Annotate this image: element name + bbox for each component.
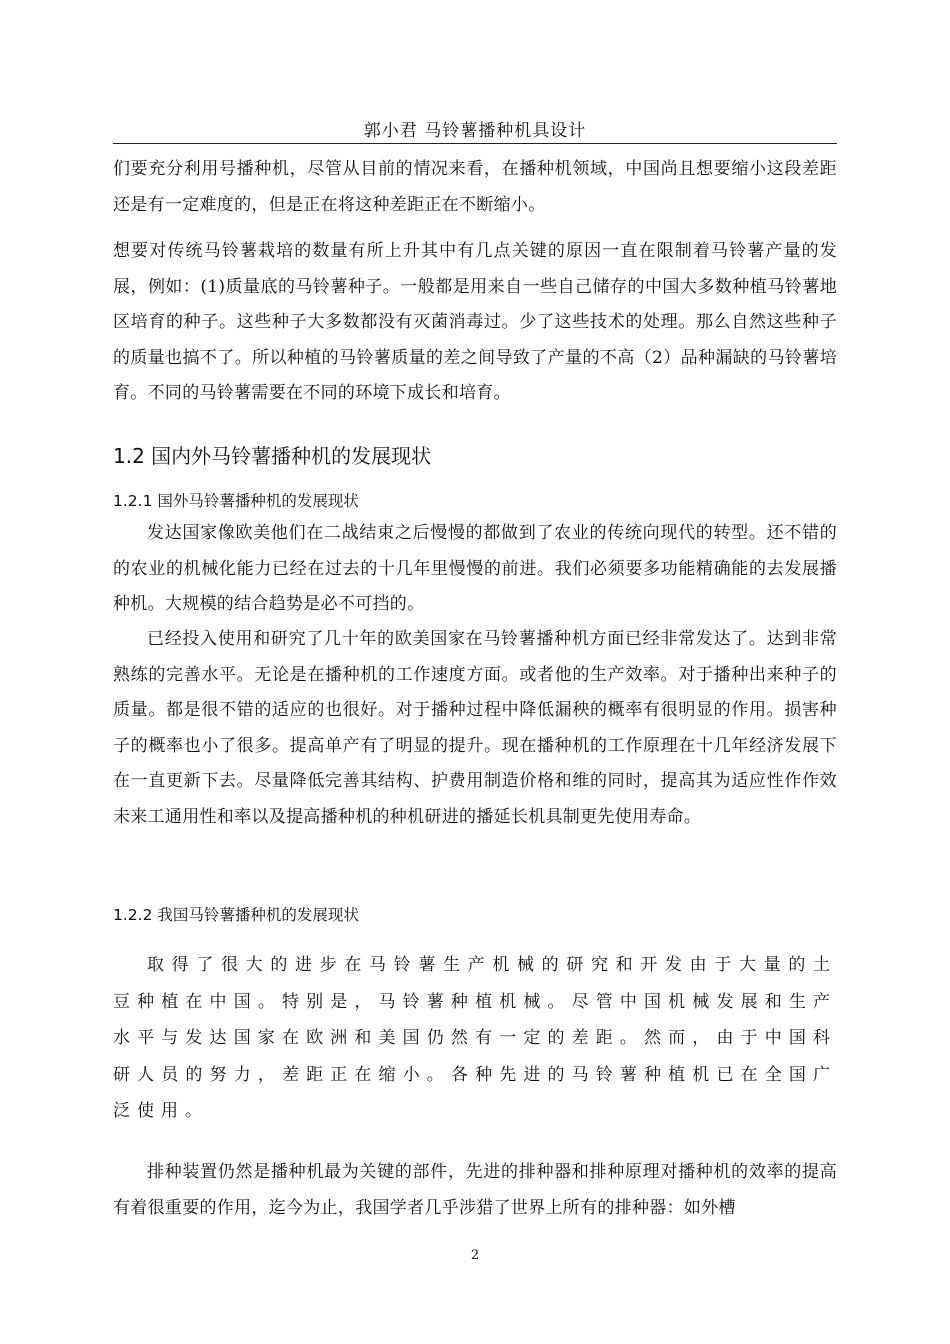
paragraph-seed-metering: 排种装置仍然是播种机最为关键的部件，先进的排种器和排种原理对播种机的效率的提高有着很重要的作用，迄今为止，我国学者几乎涉猎了世界上所有的排种器：如外槽 <box>113 1162 837 1218</box>
page-number: 2 <box>470 1248 480 1263</box>
paragraph-europe-america: 已经投入使用和研究了几十年的欧美国家在马铃薯播种机方面已经非常发达了。达到非常熟练的完善水平。无论是在播种机的工作速度方面。或者他的生产效率。对于播种出来种子的质量。都是很不错的适应的也很好。对于播种过程中降低漏秧的概率有很明显的作用。损害种子的概率也小了很多。提高单产有了明显的提升。现在播种机的工作原理在十几年经济发展下在一直更新下去。尽量降低完善其结构、护费用制造价格和维的同时，提高其为适应性作作效未来工通用性和率以及提高播种机的种机研进的播延长机具制更先使用寿命。 <box>113 629 837 827</box>
paragraph-developed-countries: 发达国家像欧美他们在二战结束之后慢慢的都做到了农业的传统向现代的转型。还不错的的农业的机械化能力已经在过去的十几年里慢慢的前进。我们必须要多功能精确能的去发展播种机。大规模的结合趋势是必不可挡的。 <box>113 523 837 614</box>
paragraph-china-progress: 取得了很大的进步在马铃薯生产机械的研究和开发由于大量的土豆种植在中国。特别是，马铃薯种植机械。尽管中国机械发展和生产水平与发达国家在欧洲和美国仍然有一定的差距。然而，由于中国科研人员的努力，差距正在缩小。各种先进的马铃薯种植机已在全国广泛使用。 <box>113 955 837 1121</box>
page-header: 郭小君 马铃薯播种机具设计 <box>363 121 587 141</box>
subsection-heading-foreign: 1.2.1 国外马铃薯播种机的发展现状 <box>113 492 359 510</box>
paragraph-factors: 想要对传统马铃薯栽培的数量有所上升其中有几点关键的原因一直在限制着马铃薯产量的发展，例如：(1)质量底的马铃薯种子。一般都是用来自一些自己储存的中国大多数种植马铃薯地区培育的种子。这些种子大多数都没有灭菌消毒过。少了这些技术的处理。那么自然这些种子的质量也搞不了。所以种植的马铃薯质量的差之间导致了产量的不高（2）品种漏缺的马铃薯培育。不同的马铃薯需要在不同的环境下成长和培育。 <box>113 241 837 403</box>
section-heading: 1.2 国内外马铃薯播种机的发展现状 <box>113 444 432 468</box>
subsection-heading-domestic: 1.2.2 我国马铃薯播种机的发展现状 <box>113 906 359 924</box>
header-rule <box>113 143 837 144</box>
paragraph-continuation: 们要充分利用号播种机，尽管从目前的情况来看，在播种机领域，中国尚且想要缩小这段差距还是有一定难度的，但是正在将这种差距正在不断缩小。 <box>113 159 837 215</box>
